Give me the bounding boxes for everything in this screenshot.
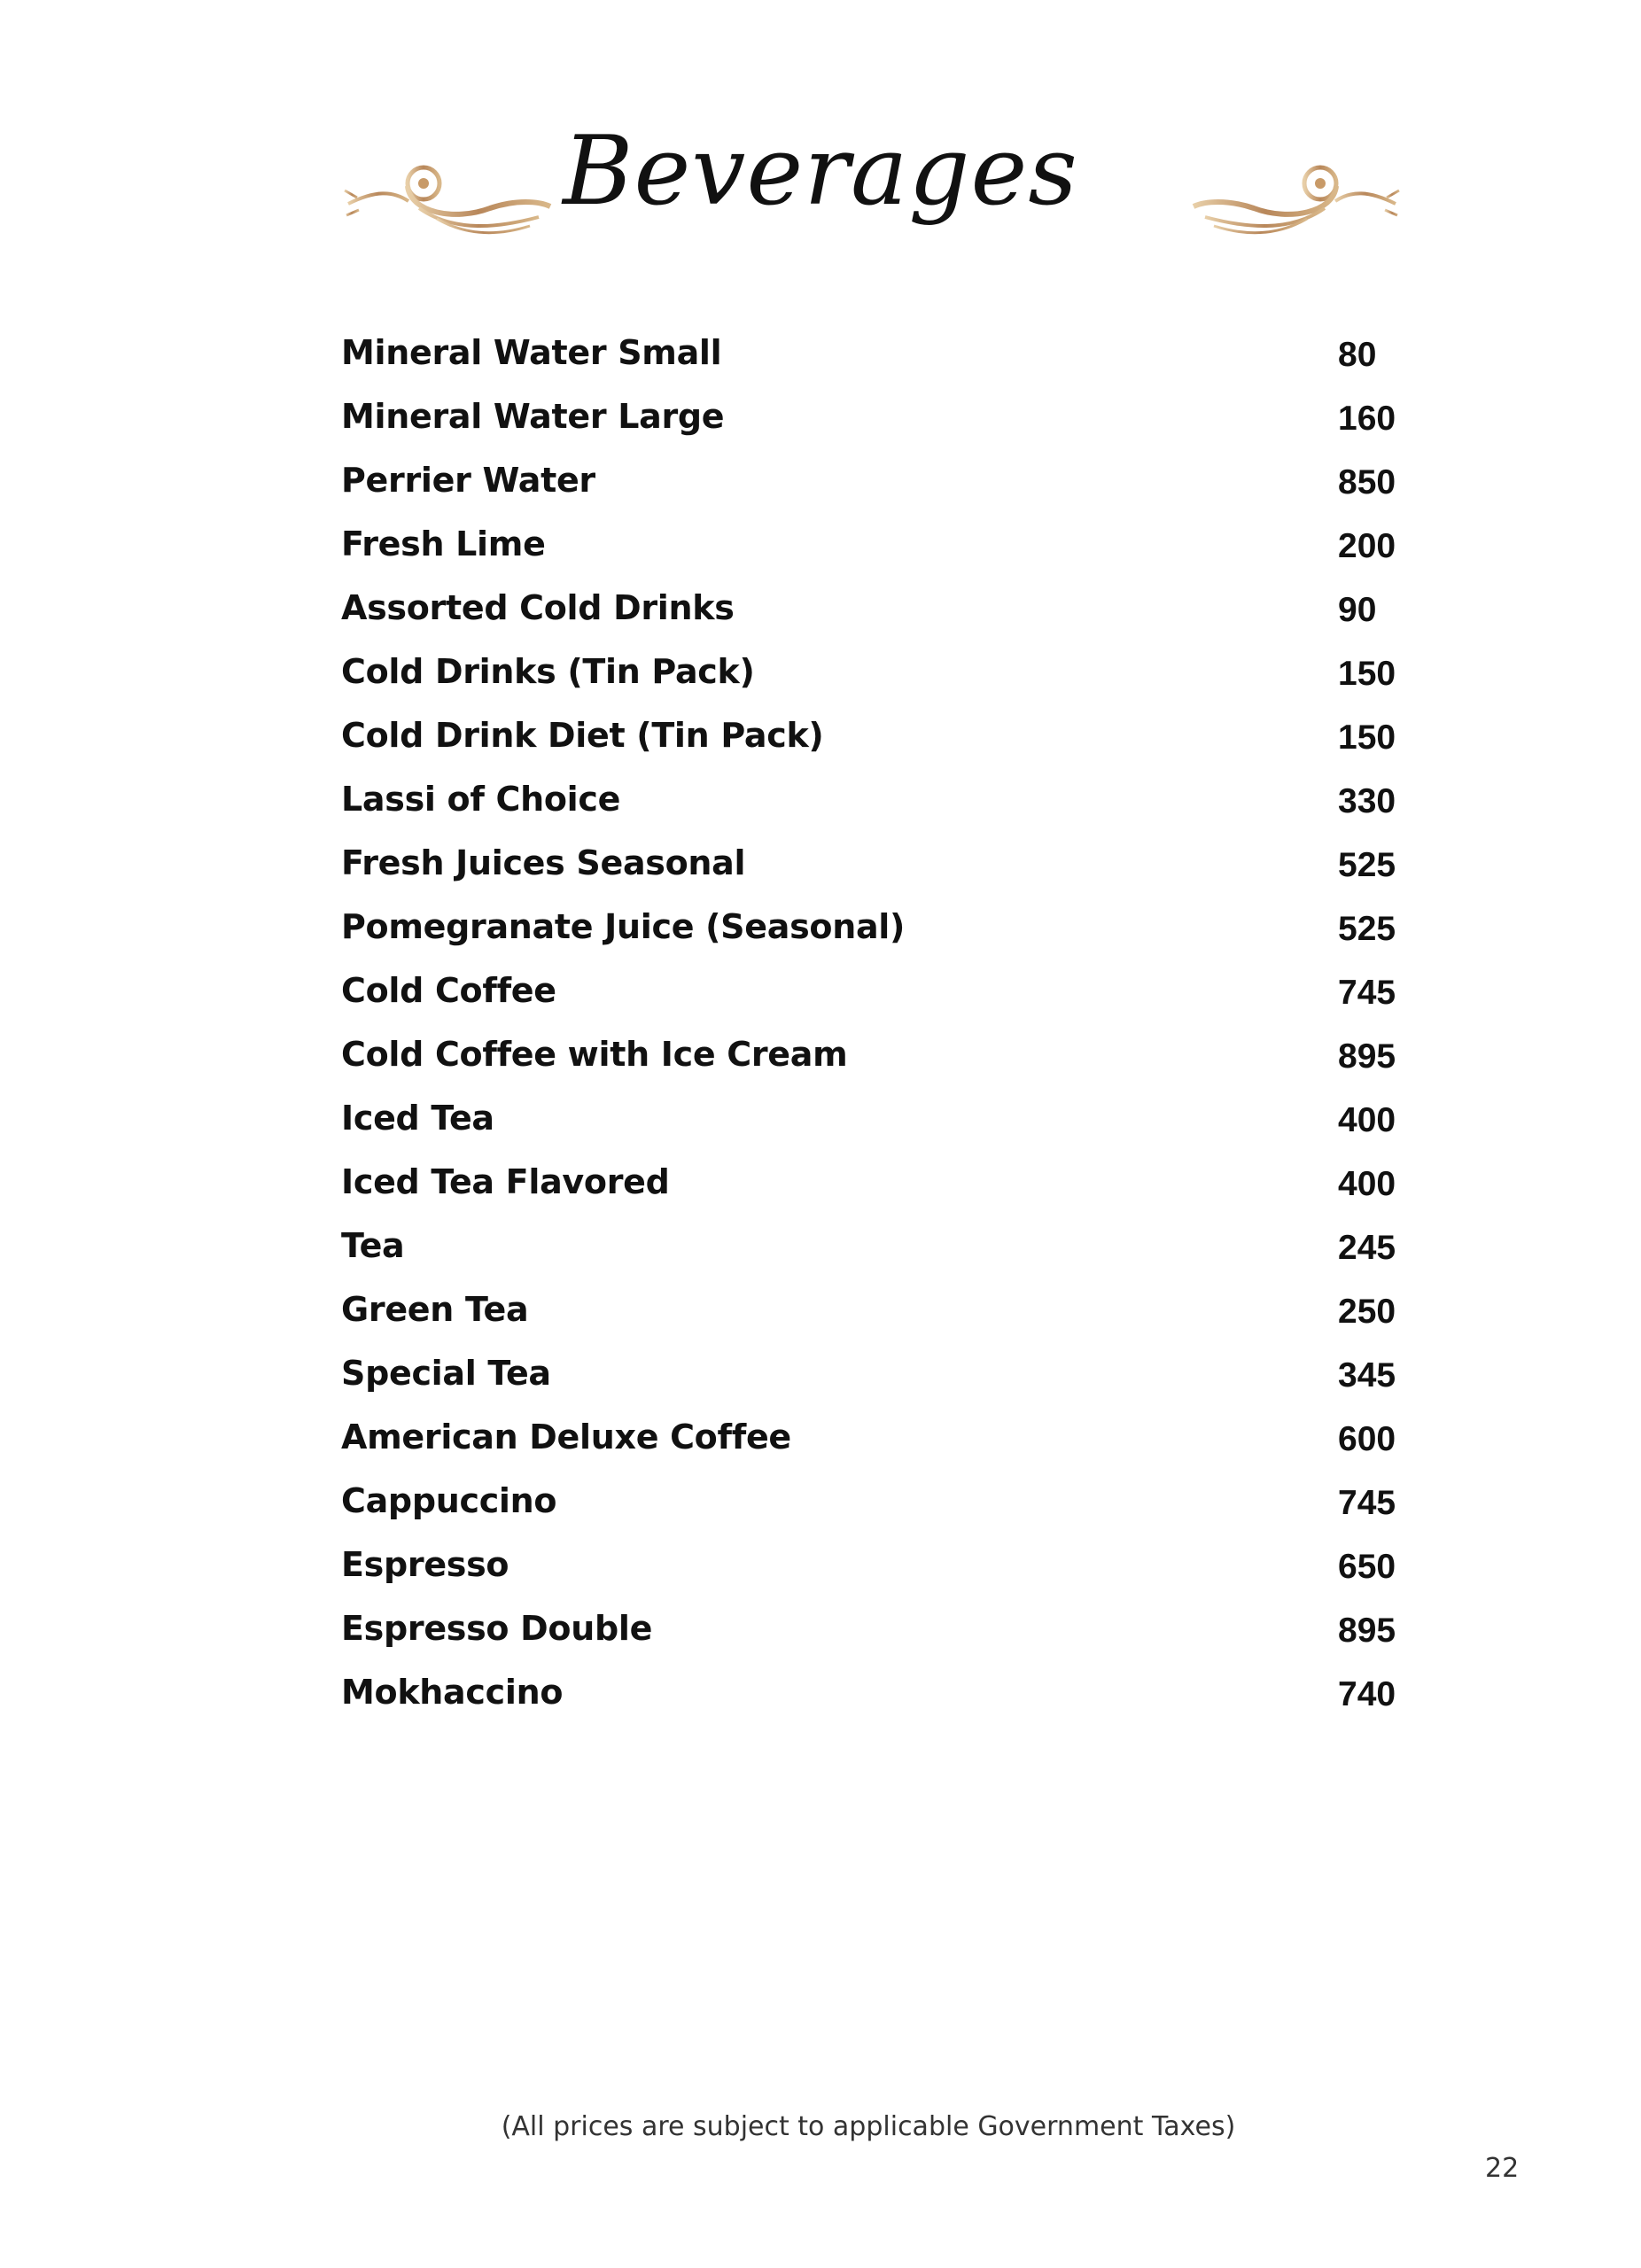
menu-item-name: Mineral Water Small [341, 333, 722, 372]
menu-item [341, 703, 1418, 767]
menu-item [341, 640, 1418, 703]
menu-item-price: 525 [1338, 846, 1396, 884]
menu-item-name: Espresso Double [341, 1609, 653, 1648]
menu-item-price: 250 [1338, 1293, 1396, 1331]
menu-item-name: Iced Tea [341, 1099, 494, 1138]
menu-item-price: 650 [1338, 1548, 1396, 1586]
menu-item [341, 448, 1418, 512]
page-title: Beverages [563, 116, 1078, 227]
menu-item [341, 1214, 1418, 1278]
menu-item-price: 345 [1338, 1356, 1396, 1394]
menu-item-name: Assorted Cold Drinks [341, 588, 735, 627]
menu-item-name: Cold Coffee with Ice Cream [341, 1035, 848, 1074]
menu-item-name: Special Tea [341, 1354, 551, 1393]
menu-item-name: Pomegranate Juice (Seasonal) [341, 907, 906, 946]
menu-item [341, 1022, 1418, 1086]
menu-item [341, 1469, 1418, 1533]
tax-disclaimer: (All prices are subject to applicable Government Taxes) [501, 2111, 1236, 2142]
menu-item-price: 400 [1338, 1165, 1396, 1203]
menu-item-name: Cold Drink Diet (Tin Pack) [341, 716, 824, 755]
beverage-menu-list [341, 321, 1418, 1724]
menu-item-name: Lassi of Choice [341, 780, 621, 819]
page-number: 22 [1485, 2153, 1520, 2184]
menu-item [341, 384, 1418, 448]
menu-item-price: 740 [1338, 1675, 1396, 1713]
menu-item-price: 895 [1338, 1612, 1396, 1650]
menu-item-price: 150 [1338, 718, 1396, 757]
menu-item-price: 525 [1338, 910, 1396, 948]
menu-item [341, 1341, 1418, 1405]
menu-item-price: 200 [1338, 527, 1396, 565]
menu-item-price: 80 [1338, 336, 1377, 374]
menu-item [341, 1278, 1418, 1341]
menu-item-name: Cold Drinks (Tin Pack) [341, 652, 755, 691]
menu-item [341, 1533, 1418, 1596]
menu-item [341, 321, 1418, 384]
menu-item-price: 150 [1338, 655, 1396, 693]
right-flourish-ornament [1192, 155, 1404, 252]
menu-item [341, 1660, 1418, 1724]
menu-item-name: Cold Coffee [341, 971, 556, 1010]
menu-item-price: 90 [1338, 591, 1377, 629]
menu-item-price: 745 [1338, 1484, 1396, 1522]
menu-item-name: Cappuccino [341, 1481, 557, 1520]
menu-item-price: 400 [1338, 1101, 1396, 1139]
menu-item-name: Iced Tea Flavored [341, 1162, 670, 1201]
menu-item-name: Perrier Water [341, 461, 595, 500]
menu-item-name: American Deluxe Coffee [341, 1418, 791, 1456]
menu-item-name: Espresso [341, 1545, 509, 1584]
menu-item-price: 160 [1338, 400, 1396, 438]
menu-item [341, 1150, 1418, 1214]
menu-item [341, 576, 1418, 640]
menu-item-price: 330 [1338, 782, 1396, 820]
menu-item [341, 959, 1418, 1022]
menu-item-price: 895 [1338, 1037, 1396, 1076]
menu-item-name: Green Tea [341, 1290, 529, 1329]
menu-item [341, 767, 1418, 831]
menu-item [341, 1596, 1418, 1660]
menu-item-name: Fresh Lime [341, 524, 546, 563]
menu-item-name: Mokhaccino [341, 1673, 564, 1712]
menu-item [341, 831, 1418, 895]
menu-item [341, 895, 1418, 959]
menu-item [341, 512, 1418, 576]
menu-item-name: Fresh Juices Seasonal [341, 843, 746, 882]
menu-item-price: 600 [1338, 1420, 1396, 1458]
menu-item-price: 245 [1338, 1229, 1396, 1267]
menu-item [341, 1086, 1418, 1150]
menu-item-name: Tea [341, 1226, 405, 1265]
menu-item-price: 745 [1338, 974, 1396, 1012]
menu-item-price: 850 [1338, 463, 1396, 501]
menu-item-name: Mineral Water Large [341, 397, 725, 436]
menu-item [341, 1405, 1418, 1469]
